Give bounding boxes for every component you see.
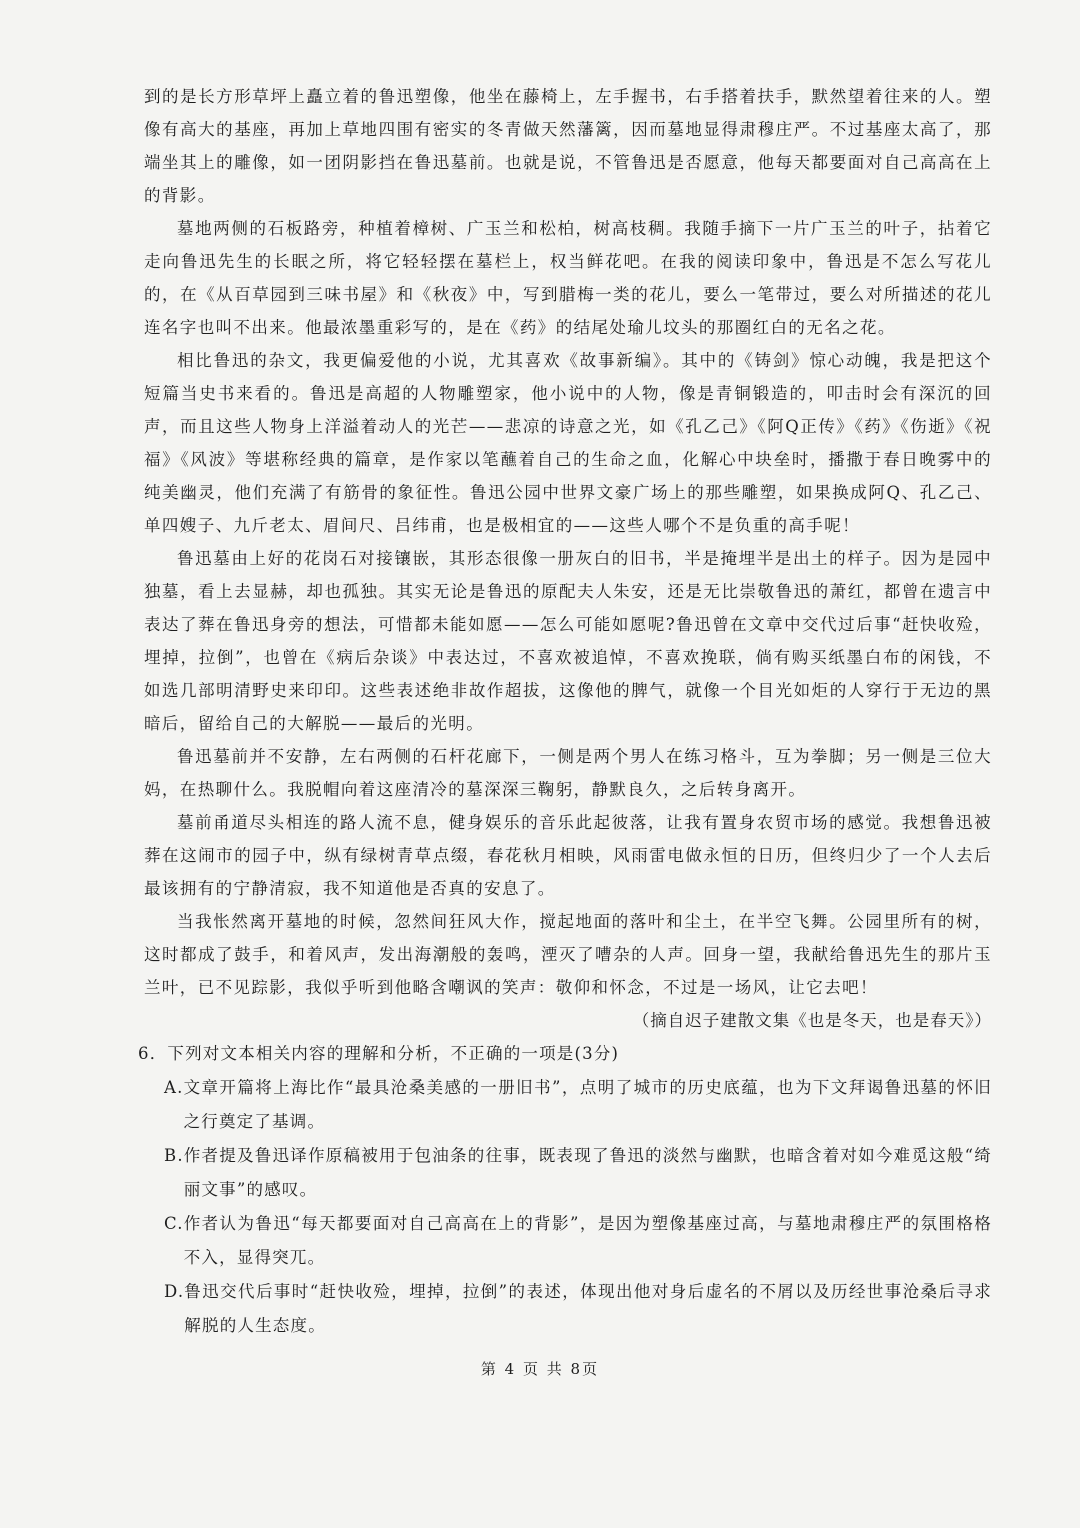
option-text: 鲁迅交代后事时“赶快收殓，埋掉，拉倒”的表述，体现出他对身后虚名的不屑以及历经世事沧桑后寻求解脱的人生态度。 [184, 1282, 992, 1335]
article-paragraph: 相比鲁迅的杂文，我更偏爱他的小说，尤其喜欢《故事新编》。其中的《铸剑》惊心动魄，我是把这个短篇当史书来看的。鲁迅是高超的人物雕塑家，他小说中的人物，像是青铜锻造的，叩击时会有深沉的回声，而且这些人物身上洋溢着动人的光芒——悲凉的诗意之光，如《孔乙己》《阿Q正传》《药》《伤逝》《祝福》《风波》等堪称经典的篇章，是作家以笔蘸着自己的生命之血，化解心中块垒时，播撒于春日晚雾中的纯美幽灵，他们充满了有筋骨的象征性。鲁迅公园中世界文豪广场上的那些雕塑，如果换成阿Q、孔乙己、单四嫂子、九斤老太、眉间尺、吕纬甫，也是极相宜的——这些人哪个不是负重的高手呢！ [144, 351, 992, 535]
article-paragraph: 到的是长方形草坪上矗立着的鲁迅塑像，他坐在藤椅上，左手握书，右手搭着扶手，默然望着往来的人。塑像有高大的基座，再加上草地四围有密实的冬青做天然藩篱，因而墓地显得肃穆庄严。不过基座太高了，那端坐其上的雕像，如一团阴影挡在鲁迅墓前。也就是说，不管鲁迅是否愿意，他每天都要面对自己高高在上的背影。 [144, 87, 992, 205]
option-text: 作者认为鲁迅“每天都要面对自己高高在上的背影”，是因为塑像基座过高，与墓地肃穆庄严的氛围格格不入，显得突兀。 [183, 1214, 992, 1267]
article-paragraph: 当我怅然离开墓地的时候，忽然间狂风大作，搅起地面的落叶和尘土，在半空飞舞。公园里所有的树，这时都成了鼓手，和着风声，发出海潮般的轰鸣，湮灭了嘈杂的人声。回身一望，我献给鲁迅先生的那片玉兰叶，已不见踪影，我似乎听到他略含嘲讽的笑声：敬仰和怀念，不过是一场风，让它去吧！ [144, 912, 992, 997]
page-footer: 第 4 页 共 8页 [480, 1360, 600, 1378]
article-body [144, 80, 992, 1037]
option-letter: A. [164, 1078, 184, 1097]
option-text: 文章开篇将上海比作“最具沧桑美感的一册旧书”，点明了城市的历史底蕴，也为下文拜谒鲁迅墓的怀旧之行奠定了基调。 [183, 1078, 992, 1131]
option-a [164, 1071, 992, 1139]
article-paragraph: 墓前甬道尽头相连的路人流不息，健身娱乐的音乐此起彼落，让我有置身农贸市场的感觉。我想鲁迅被葬在这闹市的园子中，纵有绿树青草点缀，春花秋月相映，风雨雷电做永恒的日历，但终归少了一个人去后最该拥有的宁静清寂，我不知道他是否真的安息了。 [144, 813, 992, 898]
option-letter: C. [164, 1214, 184, 1233]
article-paragraph: 鲁迅墓由上好的花岗石对接镶嵌，其形态很像一册灰白的旧书，半是掩埋半是出土的样子。因为是园中独墓，看上去显赫，却也孤独。其实无论是鲁迅的原配夫人朱安，还是无比崇敬鲁迅的萧红，都曾在遗言中表达了葬在鲁迅身旁的想法，可惜都未能如愿——怎么可能如愿呢?鲁迅曾在文章中交代过后事“赶快收殓，埋掉，拉倒”，也曾在《病后杂谈》中表达过，不喜欢被追悼，不喜欢挽联，倘有购买纸墨白布的闲钱，不如选几部明清野史来印印。这些表述绝非故作超拔，这像他的脾气，就像一个目光如炬的人穿行于无边的黑暗后，留给自己的大解脱——最后的光明。 [144, 549, 992, 733]
option-text: 作者提及鲁迅译作原稿被用于包油条的往事，既表现了鲁迅的淡然与幽默，也暗含着对如今难觅这般“绮丽文事”的感叹。 [183, 1146, 992, 1199]
question-stem: 6．下列对文本相关内容的理解和分析，不正确的一项是(3分) [138, 1044, 620, 1063]
question-block [138, 1037, 992, 1343]
article-paragraph: 墓地两侧的石板路旁，种植着樟树、广玉兰和松柏，树高枝稠。我随手摘下一片广玉兰的叶子，拈着它走向鲁迅先生的长眠之所，将它轻轻摆在墓栏上，权当鲜花吧。在我的阅读印象中，鲁迅是不怎么写花儿的，在《从百草园到三味书屋》和《秋夜》中，写到腊梅一类的花儿，要么一笔带过，要么对所描述的花儿连名字也叫不出来。他最浓墨重彩写的，是在《药》的结尾处瑜儿坟头的那圈红白的无名之花。 [144, 219, 992, 337]
article-paragraph: 鲁迅墓前并不安静，左右两侧的石杆花廊下，一侧是两个男人在练习格斗，互为拳脚；另一侧是三位大妈，在热聊什么。我脱帽向着这座清冷的墓深深三鞠躬，静默良久，之后转身离开。 [144, 747, 992, 799]
article-source: （摘自迟子建散文集《也是冬天，也是春天》） [632, 1011, 992, 1030]
option-letter: D. [164, 1282, 185, 1301]
option-b [164, 1139, 992, 1207]
option-letter: B. [164, 1146, 184, 1165]
option-d [164, 1275, 992, 1343]
option-c [164, 1207, 992, 1275]
